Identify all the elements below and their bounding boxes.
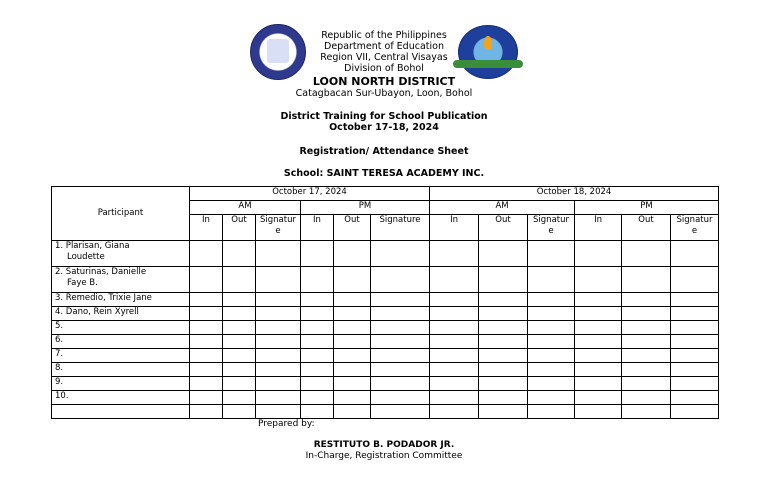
participant-header: Participant <box>52 187 190 241</box>
preparer-position: In-Charge, Registration Committee <box>305 451 463 461</box>
participant-name-cont: Faye B. <box>67 278 98 288</box>
day2-pm-header: PM <box>575 201 719 215</box>
col-signature <box>671 215 719 241</box>
district-name: LOON NORTH DISTRICT <box>312 75 456 88</box>
participant-name-cont: Loudette <box>67 252 105 262</box>
col-signature-part1: Signatur <box>533 215 569 225</box>
sheet-title: Registration/ Attendance Sheet <box>299 146 469 157</box>
col-in: In <box>430 215 479 241</box>
attendance-table <box>51 186 719 419</box>
participant-name <box>52 405 190 419</box>
participant-cell <box>52 241 190 267</box>
header-line-division: Division of Bohol <box>344 63 424 74</box>
participant-name: 7. <box>52 349 190 363</box>
table-row <box>52 321 719 335</box>
table-row <box>52 391 719 405</box>
col-in: In <box>190 215 223 241</box>
table-row <box>52 307 719 321</box>
col-signature <box>256 215 301 241</box>
table-row <box>52 363 719 377</box>
participant-cell <box>52 267 190 293</box>
table-row <box>52 267 719 293</box>
day2-am-header: AM <box>430 201 575 215</box>
district-address: Catagbacan Sur-Ubayon, Loon, Bohol <box>295 88 473 99</box>
header-line-department: Department of Education <box>324 41 444 52</box>
col-in: In <box>301 215 334 241</box>
day1-am-header: AM <box>190 201 301 215</box>
table-row <box>52 241 719 267</box>
col-in: In <box>575 215 622 241</box>
table-row <box>52 335 719 349</box>
participant-name: 2. Saturinas, Danielle <box>55 267 147 277</box>
col-signature-part2: e <box>691 226 698 236</box>
day1-pm-header: PM <box>301 201 430 215</box>
participant-name: 8. <box>52 363 190 377</box>
col-out: Out <box>479 215 528 241</box>
col-out: Out <box>334 215 371 241</box>
table-row <box>52 349 719 363</box>
col-signature-part1: Signatur <box>260 215 296 225</box>
participant-name: 6. <box>52 335 190 349</box>
table-header-row-dates <box>52 187 719 201</box>
header-line-republic: Republic of the Philippines <box>321 30 447 41</box>
training-dates: October 17-18, 2024 <box>329 122 439 133</box>
participant-name: 4. Dano, Rein Xyrell <box>52 307 190 321</box>
participant-name: 9. <box>52 377 190 391</box>
day2-header: October 18, 2024 <box>430 187 719 201</box>
day1-header: October 17, 2024 <box>190 187 430 201</box>
participant-name: 3. Remedio, Trixie Jane <box>52 293 190 307</box>
prepared-by-label: Prepared by: <box>258 419 315 429</box>
table-row <box>52 377 719 391</box>
school-name: School: SAINT TERESA ACADEMY INC. <box>283 168 485 179</box>
participant-name: 10. <box>52 391 190 405</box>
col-signature-part2: e <box>275 226 281 236</box>
col-signature-part2: e <box>548 226 554 236</box>
col-signature: Signature <box>371 215 430 241</box>
participant-name: 1. Plarisan, Giana <box>55 241 130 251</box>
training-title: District Training for School Publication <box>280 111 488 122</box>
col-signature-part1: Signatur <box>676 215 713 225</box>
col-out: Out <box>223 215 256 241</box>
col-signature <box>528 215 575 241</box>
table-row <box>52 293 719 307</box>
preparer-name: RESTITUTO B. PODADOR JR. <box>313 440 455 450</box>
header-line-region: Region VII, Central Visayas <box>320 52 448 63</box>
participant-name: 5. <box>52 321 190 335</box>
col-out: Out <box>622 215 671 241</box>
table-row <box>52 405 719 419</box>
